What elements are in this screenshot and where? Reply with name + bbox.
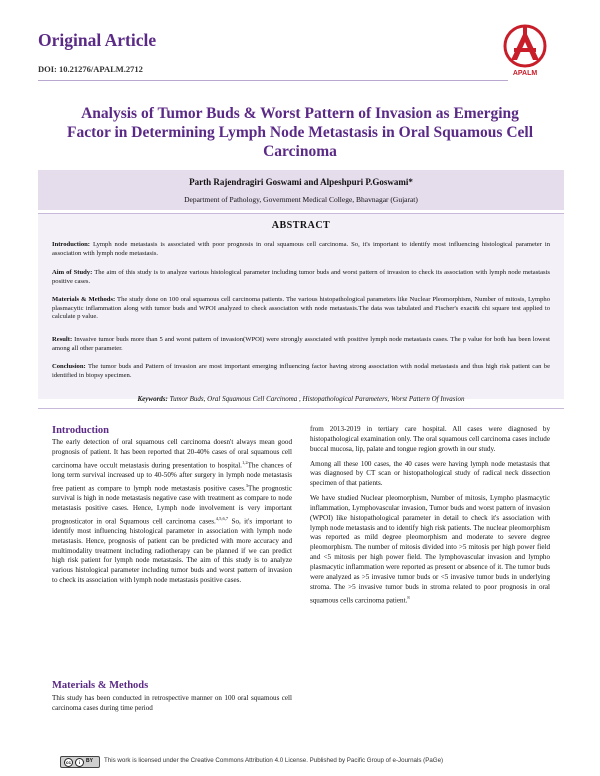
abstract-heading: ABSTRACT bbox=[271, 220, 331, 231]
header-divider bbox=[38, 80, 508, 81]
cc-by-label: BY bbox=[86, 758, 93, 764]
right-paragraph-3 bbox=[310, 494, 550, 606]
right-paragraph-1: from 2013-2019 in tertiary care hospital. All cases were diagnosed by histopathological examination only. The oral squamous cell carcinoma cases include buccal mucosa, lip, palate and tongue region growth in our study. bbox=[310, 425, 550, 453]
cc-license-badge[interactable] bbox=[60, 756, 100, 768]
logo-text: APALM bbox=[512, 70, 538, 77]
author-band bbox=[38, 170, 564, 210]
abstract-aim bbox=[52, 269, 550, 286]
abstract-conclusion bbox=[52, 363, 550, 380]
abstract-conclusion-label: Conclusion: bbox=[52, 363, 86, 370]
abstract-result bbox=[52, 336, 550, 353]
article-title: Analysis of Tumor Buds & Worst Pattern of Invasion as Emerging Factor in Determining Lymph Node Metastasis in Oral Squamous Cell Carcinoma bbox=[66, 105, 533, 160]
abstract-intro-text: Lymph node metastasis is associated with poor prognosis in oral squamous cell carcinoma. So, it's important to identify most influencing histological parameter in association with lymph node metastasis. bbox=[52, 241, 550, 257]
abstract-methods-label: Materials & Methods: bbox=[52, 296, 116, 303]
journal-logo bbox=[500, 22, 550, 82]
citation-4: 8 bbox=[407, 594, 410, 600]
abstract-intro-label: Introduction: bbox=[52, 241, 90, 248]
authors: Parth Rajendragiri Goswami and Alpeshpuri P.Goswami* bbox=[189, 177, 413, 187]
intro-text-2: The chances of long term survival increased up to 40-50% after surgery in lymph node metastasis free patient as compare to lymph node metastasis positive cases. bbox=[52, 461, 293, 493]
keywords-divider bbox=[38, 408, 564, 409]
intro-text-4: So, it's important to identify most influencing histological parameter in association with lymph node metastasis. Hence, prognosis of patient can be predicted with more accuracy and multimodality treatment including radiotherapy can be planned if we can predict high risk patient for lymph node metastasis. The aim of this study is to analyze various histological parameter including tumor buds and worst pattern of invasion to check its association with lymph node metastasis positive cases. bbox=[52, 516, 292, 585]
intro-text-3: The prognostic survival is high in node metastasis negative case with treatment as compare to node metastasis positive cases. Hence, Lymph node involvement is very important prognosticator in oral Squamous cell carcinoma cases. bbox=[52, 484, 292, 525]
apalm-logo-icon bbox=[500, 22, 550, 70]
abstract-methods-text: The study done on 100 oral squamous cell carcinoma patients. The various histopathological parameters like Nuclear Pleomorphism, Number of mitosis, Lympho plasmacytic inflammation along with tumor buds and WPOI analyzed to check association with node metastasis.The data was tabulated and Fischer's exact& chi square test applied to calculate p value. bbox=[52, 296, 550, 321]
section-label: Original Article bbox=[38, 30, 157, 50]
license-footer bbox=[60, 756, 550, 768]
introduction-body bbox=[52, 438, 292, 586]
keywords-label: Keywords: bbox=[137, 395, 168, 403]
citation-1: 1,2 bbox=[241, 459, 248, 465]
right-column bbox=[310, 425, 550, 606]
abstract-result-text: Invasive tumor buds more than 5 and worst pattern of invasion(WPOI) were strongly associated with positive lymph node metastasis cases. The p value for both has been lowest among all other parameter. bbox=[52, 336, 550, 352]
abstract-aim-text: The aim of this study is to analyze various histological parameter including tumor buds and worst pattern of invasion to check its association with lymph node metastasis positive cases. bbox=[52, 269, 550, 285]
introduction-paragraph bbox=[52, 438, 292, 586]
attribution-icon: i bbox=[75, 758, 84, 767]
introduction-heading: Introduction bbox=[52, 425, 109, 436]
affiliation: Department of Pathology, Government Medical College, Bhavnagar (Gujarat) bbox=[184, 195, 418, 204]
intro-text-1: The early detection of oral squamous cell carcinoma doesn't always mean good prognosis of patient. It has been reported that 20-40% cases of oral squamous cell carcinoma have occult metastasis during presentation to hospital. bbox=[52, 438, 292, 470]
abstract-methods bbox=[52, 296, 550, 322]
methods-paragraph: This study has been conducted in retrospective manner on 100 oral squamous cell carcinoma cases during time period bbox=[52, 694, 292, 712]
methods-body bbox=[52, 694, 292, 714]
right-text-3: We have studied Nuclear pleomorphism, Number of mitosis, Lympho plasmacytic inflammation, Lymphovascular invasion, Tumor buds and worst pattern of invasion (WPOI) like histopathological parameter in detail to check it's association with lymph node metastasis and to identify high risk patients. The nuclear pleomorphism was reported as mild degree pleomorphism and moderate to severe degree pleomorphism. The number of mitosis divided into >5 mitosis per high power field and <5 mitosis per high power field. The lymphovascular invasion and lympho plasmacytic inflammation were reported as present or absence of it. The tumor buds were analyzed as >5 invasive tumor buds or <5 invasive tumor buds in underlying stroma. The >5 invasive tumor buds in stroma related to poor prognosis in oral squamous cells carcinoma patient. bbox=[310, 494, 550, 604]
doi: DOI: 10.21276/APALM.2712 bbox=[38, 64, 143, 74]
citation-3: 4,5,6,7 bbox=[215, 515, 229, 521]
abstract-introduction bbox=[52, 241, 550, 258]
cc-icon: cc bbox=[65, 760, 71, 765]
citation-2: 3 bbox=[245, 482, 248, 488]
abstract-result-label: Result: bbox=[52, 336, 73, 343]
abstract-conclusion-text: The tumor buds and Pattern of invasion are most important emerging influencing factor having strong association with nodal metastasis and thus high risk patient can be identified in biopsy specimen. bbox=[52, 363, 551, 379]
abstract-aim-label: Aim of Study: bbox=[52, 269, 93, 276]
right-paragraph-2: Among all these 100 cases, the 40 cases were having lymph node metastasis that was diagnosed by CT scan or histopathological study of radical neck dissection specimen of that patients. bbox=[310, 459, 550, 488]
keywords-text: Tumor Buds, Oral Squamous Cell Carcinoma , Histopathological Parameters, Worst Pattern Of Invasion bbox=[169, 395, 465, 403]
keywords bbox=[38, 395, 564, 403]
methods-heading: Materials & Methods bbox=[52, 680, 149, 691]
license-text: This work is licensed under the Creative Commons Attribution 4.0 License. Published by Pacific Group of e-Journals (PaGe) bbox=[104, 757, 444, 764]
